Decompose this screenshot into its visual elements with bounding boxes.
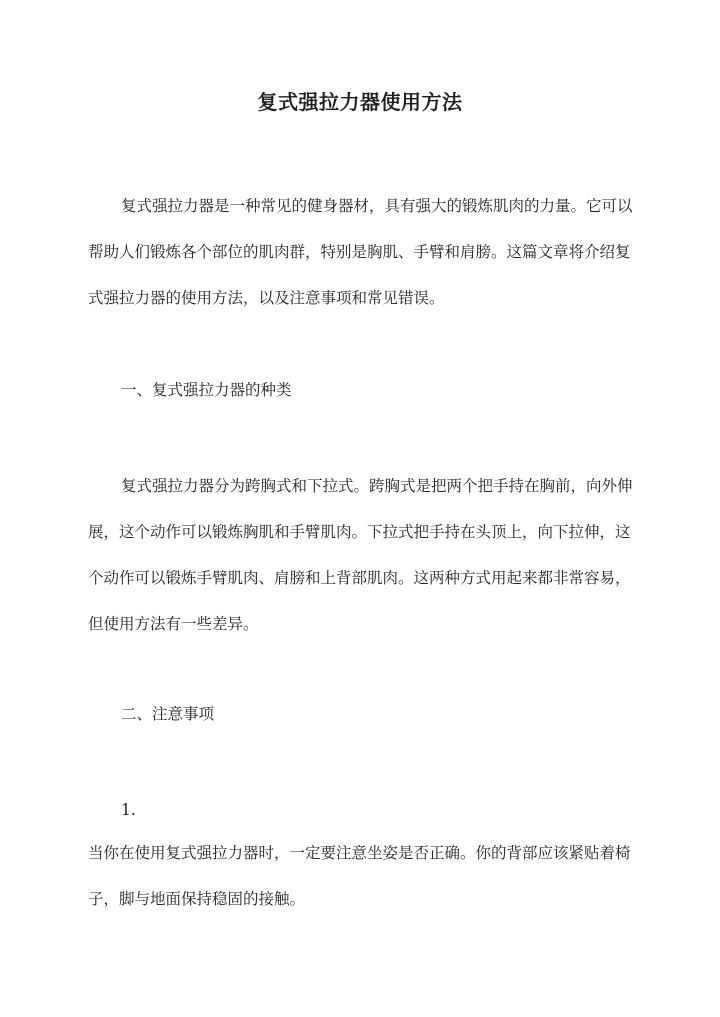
section-heading-types: 一、复式强拉力器的种类 [121, 381, 292, 399]
list-item-number: 1. [121, 801, 136, 819]
intro-paragraph: 复式强拉力器是一种常见的健身器材，具有强大的锻炼肌肉的力量。它可以帮助人们锻炼各个部位的肌肉群，特别是胸肌、手臂和肩膀。这篇文章将介绍复式强拉力器的使用方法，以及注意事项和常见错误。 [88, 197, 633, 307]
section-types-paragraph: 复式强拉力器分为跨胸式和下拉式。跨胸式是把两个把手持在胸前，向外伸展，这个动作可以锻炼胸肌和手臂肌肉。下拉式把手持在头顶上，向下拉伸，这个动作可以锻炼手臂肌肉、肩膀和上背部肌肉。这两种方式用起来都非常容易，但使用方法有一些差异。 [88, 477, 633, 633]
list-item-text: 当你在使用复式强拉力器时，一定要注意坐姿是否正确。你的背部应该紧贴着椅子，脚与地面保持稳固的接触。 [88, 844, 631, 908]
section-heading-precautions: 二、注意事项 [121, 705, 215, 723]
document-title: 复式强拉力器使用方法 [257, 90, 463, 114]
